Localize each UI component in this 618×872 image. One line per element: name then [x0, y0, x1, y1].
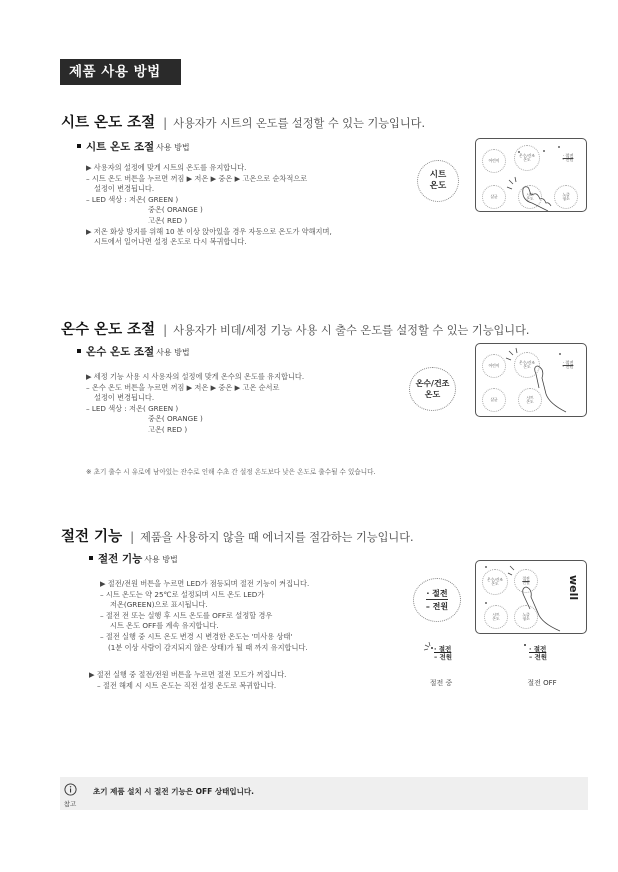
panel-water-temp-button: 온수/건조 온도	[514, 352, 540, 378]
panel-water-temp-button: 온수/건조 온도	[514, 145, 540, 171]
power-save-panel-illustration	[475, 560, 587, 634]
seat-temp-title: 시트 온도 조절	[61, 115, 156, 131]
water-temp-button-callout	[409, 367, 456, 411]
panel-water-temp-button: 온수/건조 온도	[482, 569, 508, 595]
power-button-callout	[413, 578, 461, 622]
callout-line: 온도	[429, 181, 447, 191]
body-line: 설정이 변경됩니다.	[94, 393, 155, 403]
body-line: – 시트 온도는 약 25℃로 설정되며 시트 온도 LED가	[100, 589, 265, 599]
panel-power-button: · 절전 - 전원	[562, 359, 574, 369]
pressing-hand-icon	[476, 561, 586, 633]
power-on-state-indicator	[423, 642, 463, 664]
body-line: 저온(GREEN)으로 표시됩니다.	[110, 600, 208, 610]
body-line: 고온( RED )	[148, 424, 188, 434]
water-temp-note: ※ 초기 출수 시 유로에 남아있는 잔수로 인해 수초 간 설정 온도보다 낮은 온도로 출수될 수 있습니다.	[86, 468, 376, 476]
power-save-description: 제품을 사용하지 않을 때 에너지를 절감하는 기능입니다.	[140, 531, 414, 544]
body-line: (1분 이상 사람이 감지되지 않은 상태)가 될 때 까지 유지합니다.	[108, 642, 308, 652]
power-save-subhead	[89, 551, 178, 566]
body-line: ▶ 사용자의 설정에 맞게 시트의 온도를 유지합니다.	[86, 163, 247, 172]
body-line: – 절전 실행 중 시트 온도 변경 시 변경한 온도는 '미사용 상태'	[100, 631, 293, 641]
power-save-title: 절전 기능	[61, 529, 123, 545]
info-icon	[64, 783, 77, 796]
callout-line: 시트	[429, 170, 447, 180]
square-bullet-icon	[77, 144, 81, 148]
callout-line: 온수/건조	[415, 379, 450, 388]
power-save-body	[100, 579, 309, 653]
callout-line: 온도	[424, 390, 441, 399]
panel-sterilize-button: 살균	[482, 388, 506, 412]
body-line: – 절전 해제 시 시트 온도는 직전 설정 온도로 복귀합니다.	[97, 680, 277, 690]
body-line: 설정이 변경됩니다.	[94, 184, 155, 194]
panel-child-button: 어린이	[482, 149, 506, 173]
seat-temp-body	[86, 163, 332, 248]
panel-seat-temp-button: 시트 온도	[518, 388, 542, 412]
body-line: – 온수 온도 버튼을 누르면 꺼짐 ▶ 저온 ▶ 중온 ▶ 고온 순서로	[86, 382, 280, 392]
led-off-icon	[521, 642, 529, 650]
water-temp-subhead-text: 온수 온도 조절	[86, 346, 155, 358]
body-line: – LED 색상 : 저온( GREEN )	[86, 403, 179, 413]
square-bullet-icon	[89, 556, 93, 560]
body-line: 시트 온도 OFF를 계속 유지합니다.	[110, 621, 219, 631]
section-header	[60, 59, 181, 85]
body-line: – 시트 온도 버튼을 누르면 꺼짐 ▶ 저온 ▶ 중온 ▶ 고온으로 순차적으로	[86, 173, 308, 183]
body-line: ▶ 절전/전원 버튼을 누르면 LED가 점등되며 절전 기능이 켜집니다.	[100, 579, 310, 588]
water-temp-subhead-small: 사용 방법	[156, 348, 190, 357]
seat-temp-subhead	[77, 139, 190, 154]
power-off-label: · 절전 – 전원	[529, 645, 548, 661]
power-off-state-indicator	[521, 642, 561, 664]
water-temp-title: 온수 온도 조절	[61, 322, 156, 338]
panel-nozzle-clean-button: 노즐 청소	[554, 185, 578, 209]
panel-nozzle-clean-button: 노즐 청소	[514, 605, 538, 629]
body-line: ▶ 저온 화상 방지를 위해 10 분 이상 앉아있을 경우 자동으로 온도가 약해지며,	[86, 226, 332, 236]
panel-power-button: 절전 전원	[514, 569, 538, 593]
callout-line: – 전원	[426, 599, 448, 612]
panel-seat-temp-button: 시트 온도	[518, 185, 542, 209]
body-line: ▶ 세정 기능 사용 시 사용자의 설정에 맞게 온수의 온도를 유지합니다.	[86, 372, 305, 381]
power-on-label: · 절전 – 전원	[434, 645, 453, 661]
power-on-caption: 절전 중	[429, 679, 453, 687]
panel-sterilize-button: 살균	[482, 185, 506, 209]
section-header-title: 제품 사용 방법	[69, 64, 161, 80]
body-line: 고온( RED )	[148, 215, 188, 225]
body-line: ▶ 절전 실행 중 절전/전원 버튼을 누르면 절전 모드가 꺼집니다.	[89, 670, 287, 679]
seat-temp-description: 사용자가 시트의 온도를 설정할 수 있는 기능입니다.	[173, 117, 426, 130]
body-line: 시트에서 일어나면 설정 온도로 다시 복귀합니다.	[94, 237, 247, 247]
seat-temp-panel-illustration	[475, 138, 587, 212]
body-line: 중온( ORANGE )	[148, 205, 203, 215]
water-temp-subhead	[77, 344, 190, 359]
seat-temp-title-row: 시트 온도 조절 | 사용자가 시트의 온도를 설정할 수 있는 기능입니다.	[61, 115, 426, 131]
power-save-body-2	[89, 670, 286, 691]
water-temp-body	[86, 372, 304, 436]
panel-seat-temp-button: 시트 온도	[484, 605, 508, 629]
water-temp-title-row: 온수 온도 조절 | 사용자가 비데/세정 기능 사용 시 출수 온도를 설정할 수 있는 기능입니다.	[61, 322, 530, 338]
reference-label: 참고	[63, 800, 77, 808]
body-line: – LED 색상 : 저온( GREEN )	[86, 194, 179, 204]
pressing-hand-icon	[476, 344, 586, 416]
seat-temp-subhead-text: 시트 온도 조절	[86, 141, 155, 153]
panel-child-button: 어린이	[482, 354, 506, 378]
brand-logo: well	[567, 575, 580, 601]
power-off-caption: 절전 OFF	[527, 679, 557, 687]
water-temp-description: 사용자가 비데/세정 기능 사용 시 출수 온도를 설정할 수 있는 기능입니다.	[173, 324, 530, 337]
power-save-subhead-text: 절전 기능	[98, 553, 143, 565]
body-line: – 절전 전 또는 실행 후 시트 온도를 OFF로 설정할 경우	[100, 610, 273, 620]
square-bullet-icon	[77, 349, 81, 353]
pressing-hand-icon	[476, 139, 586, 211]
seat-temp-button-callout	[417, 160, 459, 202]
panel-power-button: · 절전 - 전원	[562, 152, 574, 162]
power-save-subhead-small: 사용 방법	[144, 555, 178, 564]
power-save-title-row: 절전 기능 | 제품을 사용하지 않을 때 에너지를 절감하는 기능입니다.	[61, 529, 414, 545]
body-line: 중온( ORANGE )	[148, 414, 203, 424]
reference-note-text: 초기 제품 설치 시 절전 기능은 OFF 상태입니다.	[93, 787, 254, 796]
water-temp-panel-illustration	[475, 343, 587, 417]
callout-line: · 절전	[426, 589, 448, 598]
reference-note-icon-group	[62, 781, 78, 808]
seat-temp-subhead-small: 사용 방법	[156, 143, 190, 152]
